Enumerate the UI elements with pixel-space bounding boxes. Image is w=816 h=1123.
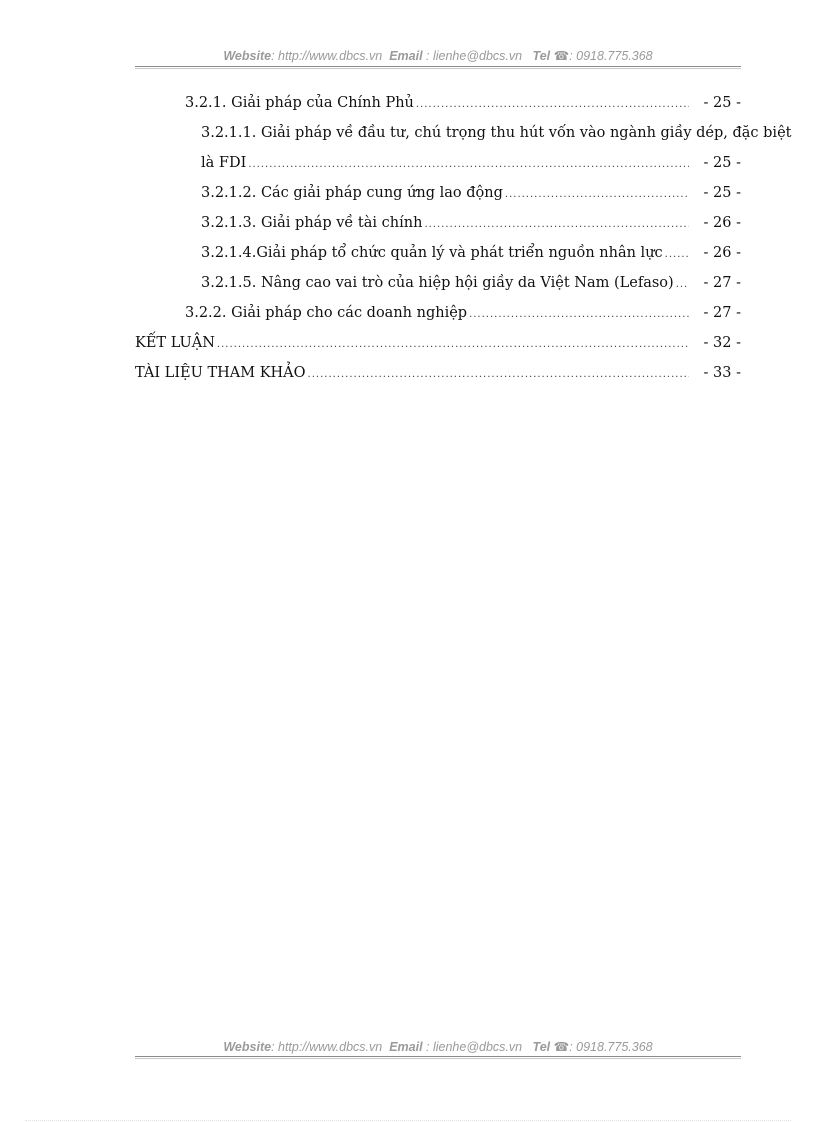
toc-entry-page: - 26 - [703,245,741,261]
toc-entry-page: - 26 - [703,215,741,231]
footer-tel-label: Tel [532,1040,551,1054]
toc-entry-title: 3.2.1.2. Các giải pháp cung ứng lao động [201,185,503,201]
toc-entry[interactable] [201,272,741,294]
footer-tel-value: : 0918.775.368 [569,1040,653,1054]
page-edge-dotted-line [25,1120,791,1121]
toc-entry-title: TÀI LIỆU THAM KHẢO [135,365,306,381]
toc-entry-page: - 32 - [703,335,741,351]
page-header [135,48,741,63]
header-rule [135,66,741,69]
toc-entry-page: - 33 - [703,365,741,381]
toc-entry[interactable] [201,182,741,204]
toc-entry[interactable] [201,152,741,174]
dot-leader [248,154,689,176]
toc-entry-title-line1[interactable]: 3.2.1.1. Giải pháp về đầu tư, chú trọng thu hút vốn vào ngành giầy dép, đặc biệt [201,125,792,141]
footer-rule [135,1056,741,1059]
toc-entry-title: KẾT LUẬN [135,335,215,351]
footer-email-label: Email [389,1040,423,1054]
dot-leader [308,364,689,386]
toc-entry-page: - 27 - [703,275,741,291]
page-footer [135,1039,741,1054]
dot-leader [217,334,689,356]
toc-entry-title: 3.2.1.4.Giải pháp tổ chức quản lý và phát triển nguồn nhân lực [201,245,663,261]
toc-entry-title: là FDI [201,155,247,171]
toc-entry[interactable] [135,332,741,354]
toc-entry-title: 3.2.1.5. Nâng cao vai trò của hiệp hội giầy da Việt Nam (Lefaso) [201,275,674,291]
dot-leader [424,214,689,236]
dot-leader [676,274,689,296]
toc-entry[interactable] [201,212,741,234]
toc-entry-page: - 25 - [703,155,741,171]
dot-leader [416,94,689,116]
toc-entry-page: - 25 - [703,95,741,111]
footer-website-value: : http://www.dbcs.vn [271,1040,383,1054]
footer-email-value: : lienhe@dbcs.vn [426,1040,523,1054]
phone-icon: ☎ [553,49,570,63]
toc-entry-title: 3.2.2. Giải pháp cho các doanh nghiệp [185,305,468,321]
toc-entry-title: 3.2.1.3. Giải pháp về tài chính [201,215,423,231]
header-website-value: : http://www.dbcs.vn [271,49,383,63]
toc-entry[interactable] [185,92,741,114]
toc-entry-title: 3.2.1. Giải pháp của Chính Phủ [185,95,414,111]
header-tel-value: : 0918.775.368 [569,49,653,63]
toc-entry-page: - 25 - [703,185,741,201]
footer-website-label: Website [223,1040,272,1054]
header-website-label: Website [223,49,272,63]
phone-icon: ☎ [553,1040,570,1054]
toc-entry-page: - 27 - [703,305,741,321]
dot-leader [469,304,689,326]
header-tel-label: Tel [532,49,551,63]
dot-leader [505,184,689,206]
toc-entry[interactable] [201,242,741,264]
toc-entry[interactable] [185,302,741,324]
toc-entry[interactable] [135,362,741,384]
dot-leader [665,244,689,266]
header-email-value: : lienhe@dbcs.vn [426,49,523,63]
header-email-label: Email [389,49,423,63]
